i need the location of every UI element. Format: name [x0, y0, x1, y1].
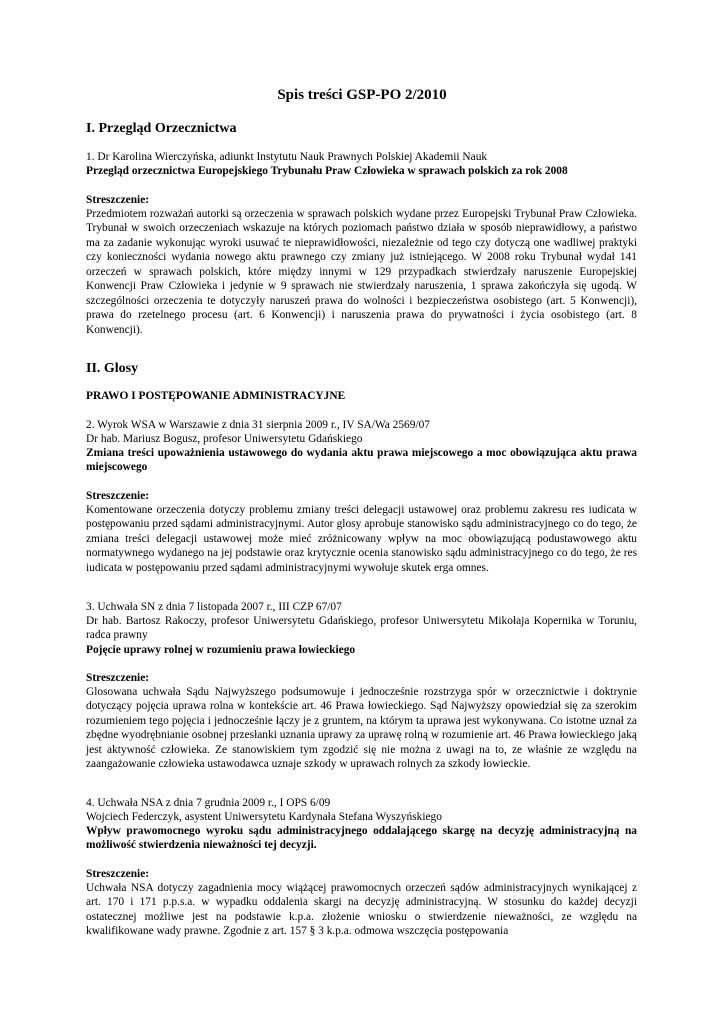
item-3-title: Pojęcie uprawy rolnej w rozumieniu prawa łowieckiego — [86, 644, 356, 656]
item-1-author: 1. Dr Karolina Wierczyńska, adiunkt Instytutu Nauk Prawnych Polskiej Akademii Nauk — [86, 151, 488, 163]
document-title: Spis treści GSP-PO 2/2010 — [277, 87, 447, 103]
item-3-ruling: 3. Uchwała SN z dnia 7 listopada 2007 r., III CZP 67/07 — [86, 601, 342, 613]
item-2-ruling: 2. Wyrok WSA w Warszawie z dnia 31 sierpnia 2009 r., IV SA/Wa 2569/07 — [86, 419, 431, 431]
item-4-author: Wojciech Federczyk, asystent Uniwersytetu Kardynała Stefana Wyszyńskiego — [86, 811, 442, 823]
item-4-abstract-label: Streszczenie: — [86, 868, 150, 880]
section-heading-glosses: II. Glosy — [86, 361, 139, 376]
item-2-author: Dr hab. Mariusz Bogusz, profesor Uniwersytetu Gdańskiego — [86, 433, 363, 445]
item-3-abstract: Glosowana uchwała Sądu Najwyższego podsumowuje i jednocześnie rozstrzyga spór w orzecznictwie i doktrynie dotyczący pojęcia uprawa rolna w kontekście art. 46 Prawa łowieckiego. Sąd Najwyższy opowiedział się za szerokim rozumieniem tego pojęcia i jednocześnie łączy je z gruntem, na którym ta uprawa jest wykonywana. Co istotne uznał za zbędne wyodrębnianie osobnej przesłanki uznania uprawy za uprawę rolną w rozumienie art. 46 Prawa łowieckiego jaką jest aktywność człowieka. Ze stanowiskiem tym zgodzić się nie można z uwagi na to, ze właśnie ze względu na zaangażowanie człowieka ustawodawca uznaje szkody w uprawach rolnych za szkody łowieckie. — [86, 686, 637, 771]
item-1-title: Przegląd orzecznictwa Europejskiego Trybunału Praw Człowieka w sprawach polskich za rok 2008 — [86, 165, 568, 177]
item-2-abstract: Komentowane orzeczenia dotyczy problemu zmiany treści delegacji ustawowej oraz problemu zakresu res iudicata w postępowaniu przed sądami administracyjnymi. Autor glosy aprobuje stanowisko sądu administracyjnego co do tego, że zmiana treści delegacji ustawowej może mieć zróżnicowany wpływ na moc obowiązującą podustawowego aktu normatywnego wydanego na jej podstawie oraz krytycznie ocenia stanowisko sądu administracyjnego co do tego, że res iudicata w postępowaniu przed sądami administracyjnymi wywołuje skutek erga omnes. — [86, 504, 637, 574]
item-3-author: Dr hab. Bartosz Rakoczy, profesor Uniwersytetu Gdańskiego, profesor Uniwersytetu Mikołaja Kopernika w Toruniu, radca prawny — [86, 615, 637, 642]
subsection-heading: PRAWO I POSTĘPOWANIE ADMINISTRACYJNE — [86, 390, 346, 402]
section-heading-review: I. Przegląd Orzecznictwa — [86, 121, 237, 136]
item-4-ruling: 4. Uchwała NSA z dnia 7 grudnia 2009 r., I OPS 6/09 — [86, 797, 331, 809]
item-1-abstract-label: Streszczenie: — [86, 194, 150, 206]
item-2-abstract-label: Streszczenie: — [86, 490, 150, 502]
item-4-abstract: Uchwała NSA dotyczy zagadnienia mocy wiążącej prawomocnych orzeczeń sądów administracyjnych wynikającej z art. 170 i 171 p.p.s.a. w wypadku oddalenia skargi na decyzję administracyjną. W stosunku do każdej decyzji ostatecznej możliwe jest na podstawie k.p.a. złożenie wniosku o stwierdzenie nieważności, ze względu na kwalifikowane wady prawne. Zgodnie z art. 157 § 3 k.p.a. odmowa wszczęcia postępowania — [86, 882, 637, 938]
item-1-abstract: Przedmiotem rozważań autorki są orzeczenia w sprawach polskich wydane przez Europejski Trybunał Praw Człowieka. Trybunał w swoich orzeczeniach wskazuje na których poziomach państwo działa w sposób nieprawidłowy, a państwo ma za zadanie wykonując wyroki usuwać te nieprawidłowości, niezależnie od tego czy dotyczą one wadliwej praktyki czy konieczności wydania nowego aktu prawnego czy zmiany już istniejącego. W 2008 roku Trybunał wydał 141 orzeczeń w sprawach polskich, które między innymi w 129 przypadkach stwierdzały naruszenie Europejskiej Konwencji Praw Człowieka i jedynie w 9 sprawach nie stwierdzały naruszenia, 1 sprawa zakończyła się ugodą. W szczególności orzeczenia te dotyczyły naruszeń prawa do wolności i bezpieczeństwa osobistego (art. 5 Konwencji), prawa do rzetelnego procesu (art. 6 Konwencji) i naruszenia prawa do prywatności i życia osobistego (art. 8 Konwencji). — [86, 208, 637, 336]
item-3-abstract-label: Streszczenie: — [86, 672, 150, 684]
item-2-title: Zmiana treści upoważnienia ustawowego do wydania aktu prawa miejscowego a moc obowiązująca aktu prawa miejscowego — [86, 447, 637, 474]
item-4-title: Wpływ prawomocnego wyroku sądu administracyjnego oddalającego skargę na decyzję administracyjną na możliwość stwierdzenia nieważności tej decyzji. — [86, 825, 637, 852]
